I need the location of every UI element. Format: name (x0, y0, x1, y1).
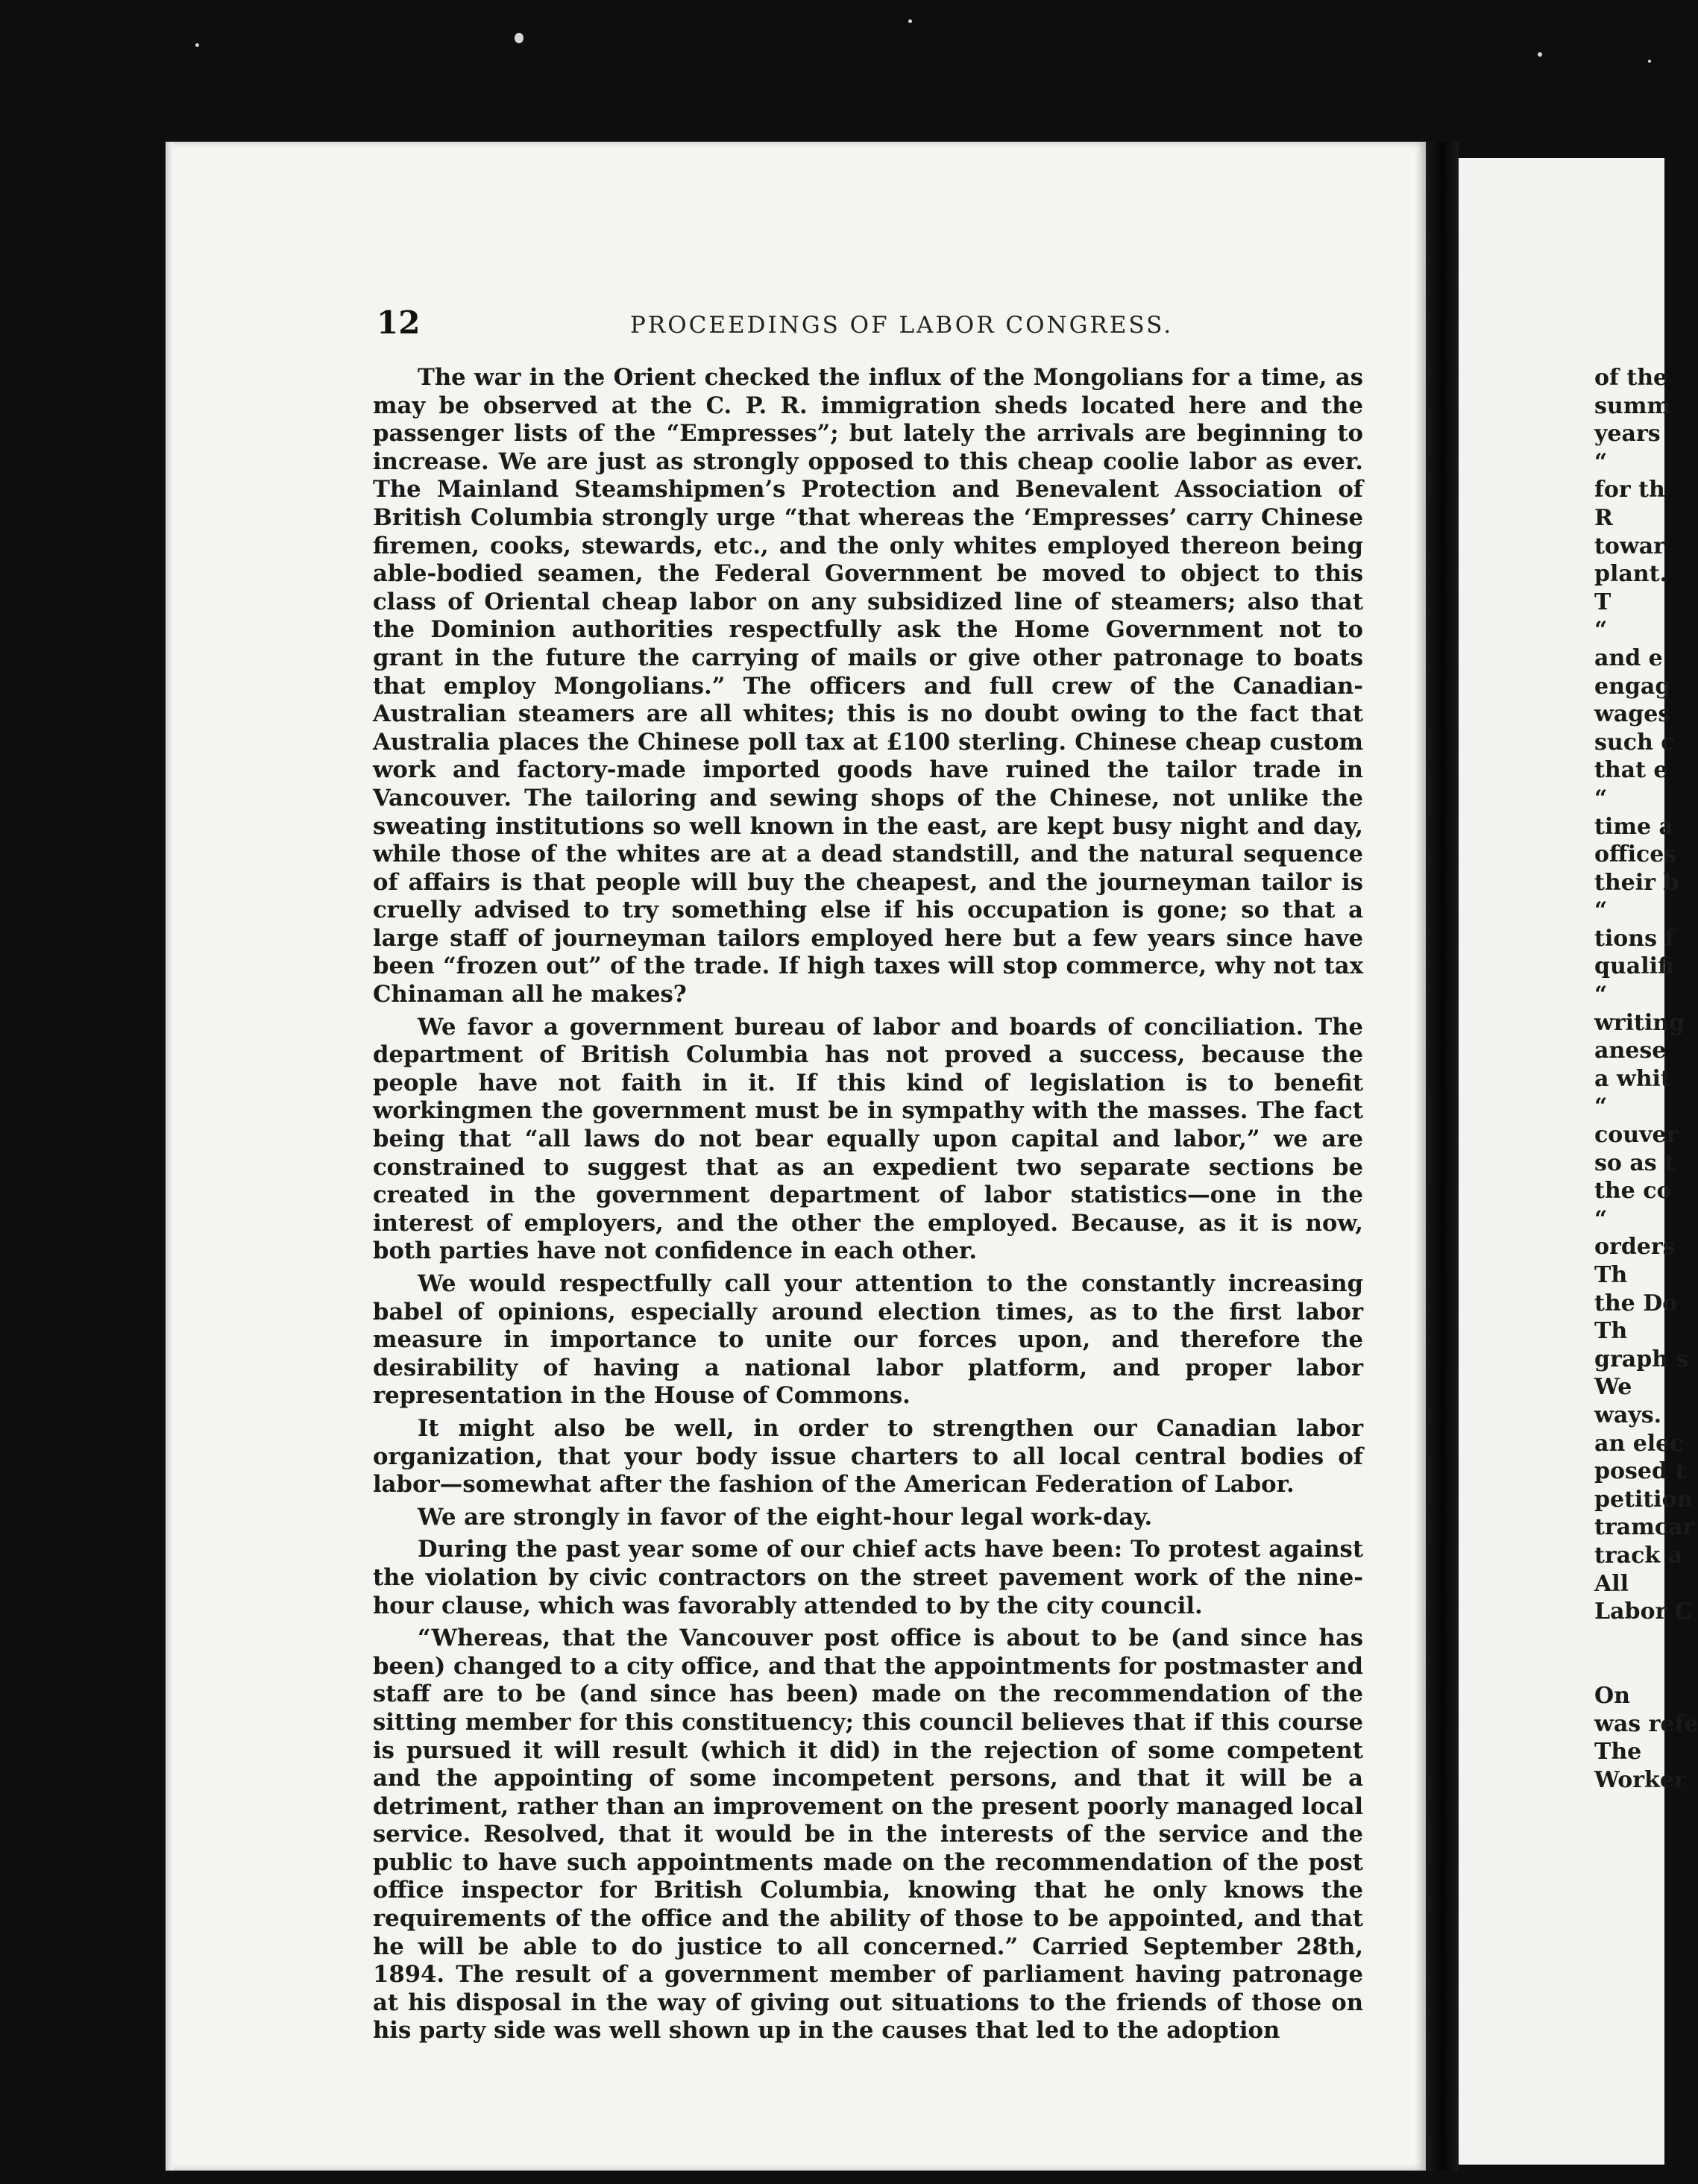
dust-speck (908, 19, 912, 23)
right-page-line: All (1594, 1570, 1629, 1597)
right-page-text (1594, 364, 1698, 1794)
right-page-line: for th (1594, 477, 1665, 503)
right-page-line: The (1594, 1739, 1642, 1766)
right-page-line: qualifi (1594, 953, 1674, 980)
right-page-line: petition (1594, 1486, 1694, 1513)
right-page-line: graph s (1594, 1346, 1689, 1372)
right-page-line: Th (1594, 1318, 1628, 1345)
right-page-line: time a (1594, 813, 1673, 840)
right-page-line: plant. (1594, 561, 1667, 588)
page-number: 12 (377, 304, 421, 341)
right-page-line: and e (1594, 644, 1663, 671)
right-page-line: “ (1594, 1205, 1608, 1232)
body-text (373, 364, 1363, 2050)
right-page-line: “ (1594, 897, 1608, 924)
right-page-line: orders (1594, 1234, 1676, 1261)
right-page-line: “ (1594, 785, 1608, 812)
right-page-line: couver (1594, 1122, 1679, 1149)
right-page-line: of the (1594, 365, 1668, 391)
right-page-line (1594, 1626, 1664, 1654)
paragraph: We would respectfully call your attention to the constantly increasing babel of opinions, especially around election times, as to the first labor measure in importance to unite our forces upon, and therefore the desirability of having a national labor platform, and proper labor representation in the House of Commons. (373, 1270, 1363, 1410)
right-page-line: tions f (1594, 925, 1675, 952)
page-edge (166, 142, 173, 2171)
right-page-line: tramcar (1594, 1514, 1695, 1541)
right-page-line: We (1594, 1374, 1632, 1401)
dust-speck (515, 33, 523, 43)
right-page-line: Th (1594, 1262, 1628, 1288)
right-page-line: so as t (1594, 1149, 1675, 1176)
right-page-line: Labor C (1594, 1598, 1693, 1625)
paragraph: The war in the Orient checked the influx of the Mongolians for a time, as may be observed at the C. P. R. immigration sheds located here and the passenger lists of the “Empresses”; but lately the arrivals are beginning to increase. We are just as strongly opposed to this cheap coolie labor as ever. The Mainland Steamshipmen’s Protection and Benevalent Association of British Columbia strongly urge “that whereas the ‘Empresses’ carry Chinese firemen, cooks, stewards, etc., and the only whites employed thereon being able-bodied seamen, the Federal Government be moved to object to this class of Oriental cheap labor on any subsidized line of steamers; also that the Dominion authorities respectfully ask the Home Government not to grant in the future the carrying of mails or give other patronage to boats that employ Mongolians.” The officers and full crew of the Canadian-Australian steamers are all whites; this is no doubt owing to the fact that Australia places the Chinese poll tax at £100 sterling. Chinese cheap custom work and factory-made imported goods have ruined the tailor trade in Vancouver. The tailoring and sewing shops of the Chinese, not unlike the sweating institutions so well known in the east, are kept busy night and day, while those of the whites are at a dead standstill, and the natural sequence of affairs is that people will buy the cheapest, and the journeyman tailor is cruelly advised to try something else if his occupation is gone; so that a large staff of journeyman tailors employed here but a few years since have been “frozen out” of the trade. If high taxes will stop commerce, why not tax Chinaman all he makes? (373, 364, 1363, 1008)
right-page-line: ways. (1594, 1402, 1662, 1428)
right-page-line: an elec (1594, 1430, 1684, 1457)
right-page-line: was refe (1594, 1710, 1698, 1737)
book-gutter (1426, 142, 1459, 2171)
right-page-line: track a (1594, 1542, 1683, 1569)
right-page-line: such c (1594, 729, 1675, 756)
paragraph: It might also be well, in order to strengthen our Canadian labor organization, that your body issue charters to all local central bodies of labor—somewhat after the fashion of the American Federation of Labor. (373, 1414, 1363, 1499)
right-page-line: “ (1594, 1093, 1608, 1120)
right-page-line: “ (1594, 982, 1608, 1008)
right-page-line: years (1594, 421, 1661, 448)
right-page-line: Worker (1594, 1766, 1686, 1793)
paragraph: “Whereas, that the Vancouver post office is about to be (and since has been) changed to a city office, and that the appointments for postmaster and staff are to be (and since has been) made on the recommendation of the sitting member for this constituency; this council believes that if this course is pursued it will result (which it did) in the rejection of some competent and the appointing of some incompetent persons, and that it will be a detriment, rather than an improvement on the present poorly managed local service. Resolved, that it would be in the interests of the service and the public to have such appointments made on the recommendation of the post office inspector for British Columbia, knowing that he only knows the requirements of the office and the ability of those to be appointed, and that he will be able to do justice to all concerned.” Carried September 28th, 1894. The result of a government member of parliament having patronage at his disposal in the way of giving out situations to the friends of those on his party side was well shown up in the causes that led to the adoption (373, 1625, 1363, 2045)
right-page-line: the Do (1594, 1290, 1678, 1317)
right-page-line: that e (1594, 757, 1668, 784)
right-page-line: posed t (1594, 1458, 1686, 1485)
right-page-line: writing (1594, 1009, 1685, 1036)
right-page-line: “ (1594, 617, 1608, 644)
right-page-line: towar (1594, 533, 1665, 559)
right-page-line: a whit (1594, 1065, 1671, 1092)
right-page-line: “ (1594, 448, 1608, 475)
right-page-line: offices (1594, 841, 1677, 868)
running-head: PROCEEDINGS OF LABOR CONGRESS. (630, 312, 1174, 339)
right-page-line: R (1594, 504, 1613, 531)
right-page-line: their b (1594, 869, 1679, 896)
paragraph: We favor a government bureau of labor and boards of conciliation. The department of British Columbia has not proved a success, because the people have not faith in it. If this kind of legislation is to benefit workingmen the government must be in sympathy with the masses. The fact being that “all laws do not bear equally upon capital and labor,” we are constrained to suggest that as an expedient two separate sections be created in the government department of labor statistics—one in the interest of employers, and the other the employed. Because, as it is now, both parties have not confidence in each other. (373, 1013, 1363, 1265)
right-page-line: T (1594, 589, 1611, 615)
dust-speck (1648, 60, 1651, 63)
right-page-line: engag (1594, 673, 1671, 700)
right-page-line (1594, 1654, 1664, 1682)
right-page-line: On (1594, 1682, 1630, 1709)
right-page-line: anese (1594, 1038, 1667, 1064)
dust-speck (1538, 52, 1542, 57)
right-page-line: wages (1594, 701, 1671, 728)
right-page-line: the co (1594, 1178, 1672, 1205)
right-page-line: summ (1594, 392, 1671, 419)
dust-speck (195, 43, 199, 47)
paragraph: During the past year some of our chief acts have been: To protest against the violation by civic contractors on the street pavement work of the nine-hour clause, which was favorably attended to by the city council. (373, 1536, 1363, 1619)
paragraph: We are strongly in favor of the eight-hour legal work-day. (418, 1503, 1153, 1531)
